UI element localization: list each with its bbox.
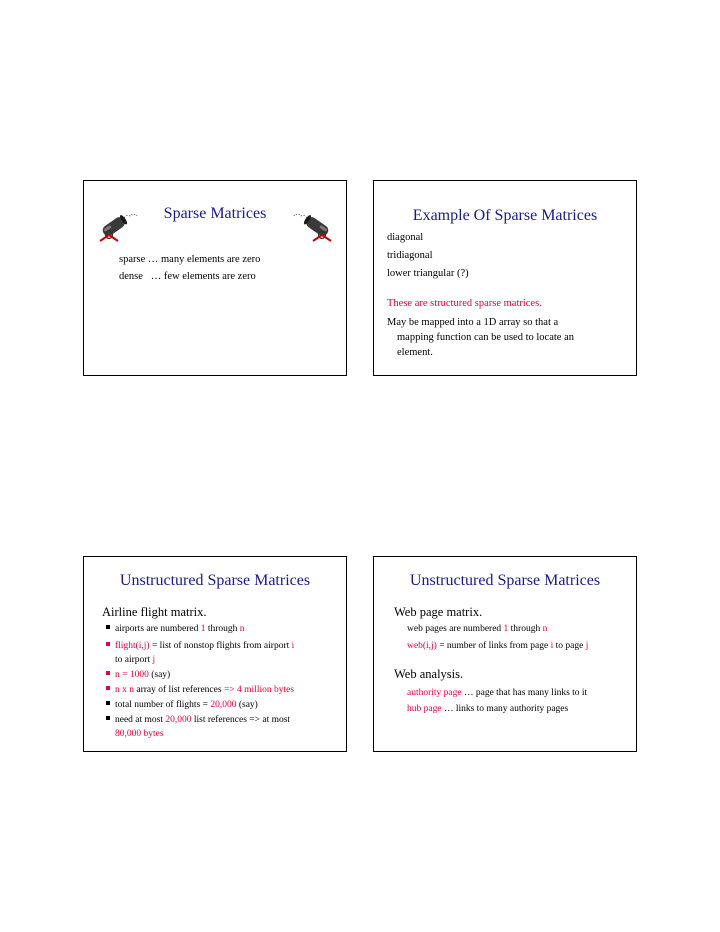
cannon-icon xyxy=(289,209,335,243)
bullet-flight: flight(i,j) = list of nonstop flights from airport i xyxy=(106,640,294,652)
bullet-airports: airports are numbered 1 through n xyxy=(106,623,245,635)
bullet-need-cont: 80,000 bytes xyxy=(115,729,164,739)
bullet-total-flights: total number of flights = 20,000 (say) xyxy=(106,699,258,711)
bullet-need: need at most 20,000 list references => at most xyxy=(106,714,290,726)
hub-page: hub page … links to many authority pages xyxy=(407,704,569,714)
web-pages-numbered: web pages are numbered 1 through n xyxy=(407,624,548,634)
definition-dense: dense … few elements are zero xyxy=(119,271,256,282)
bullet-flight-cont: to airport j xyxy=(115,655,156,665)
structured-note: These are structured sparse matrices. xyxy=(387,298,542,309)
bullet-array: n x n array of list references => 4 million bytes xyxy=(106,684,294,696)
example-tridiagonal: tridiagonal xyxy=(387,250,433,261)
slide-1 xyxy=(83,180,347,376)
web-analysis-heading: Web analysis. xyxy=(394,667,464,681)
example-diagonal: diagonal xyxy=(387,232,424,243)
slide-title: Unstructured Sparse Matrices xyxy=(119,572,311,589)
web-links: web(i,j) = number of links from page i to page j xyxy=(407,641,589,651)
mapping-line-2: mapping function can be used to locate an xyxy=(397,332,574,343)
example-lower-triangular: lower triangular (?) xyxy=(387,268,469,279)
airline-heading: Airline flight matrix. xyxy=(102,605,207,619)
slide-2 xyxy=(373,180,637,376)
bullet-n: n = 1000 (say) xyxy=(106,669,170,681)
web-heading: Web page matrix. xyxy=(394,605,483,619)
slide-title: Sparse Matrices xyxy=(163,205,267,222)
cannon-icon xyxy=(96,209,142,243)
mapping-line-1: May be mapped into a 1D array so that a xyxy=(387,317,559,328)
definition-sparse: sparse … many elements are zero xyxy=(119,254,261,265)
slide-title: Example Of Sparse Matrices xyxy=(412,207,598,224)
slide-4 xyxy=(373,556,637,752)
authority-page: authority page … page that has many links to it xyxy=(407,688,588,698)
slide-3 xyxy=(83,556,347,752)
mapping-line-3: element. xyxy=(397,347,433,358)
slide-title: Unstructured Sparse Matrices xyxy=(409,572,601,589)
